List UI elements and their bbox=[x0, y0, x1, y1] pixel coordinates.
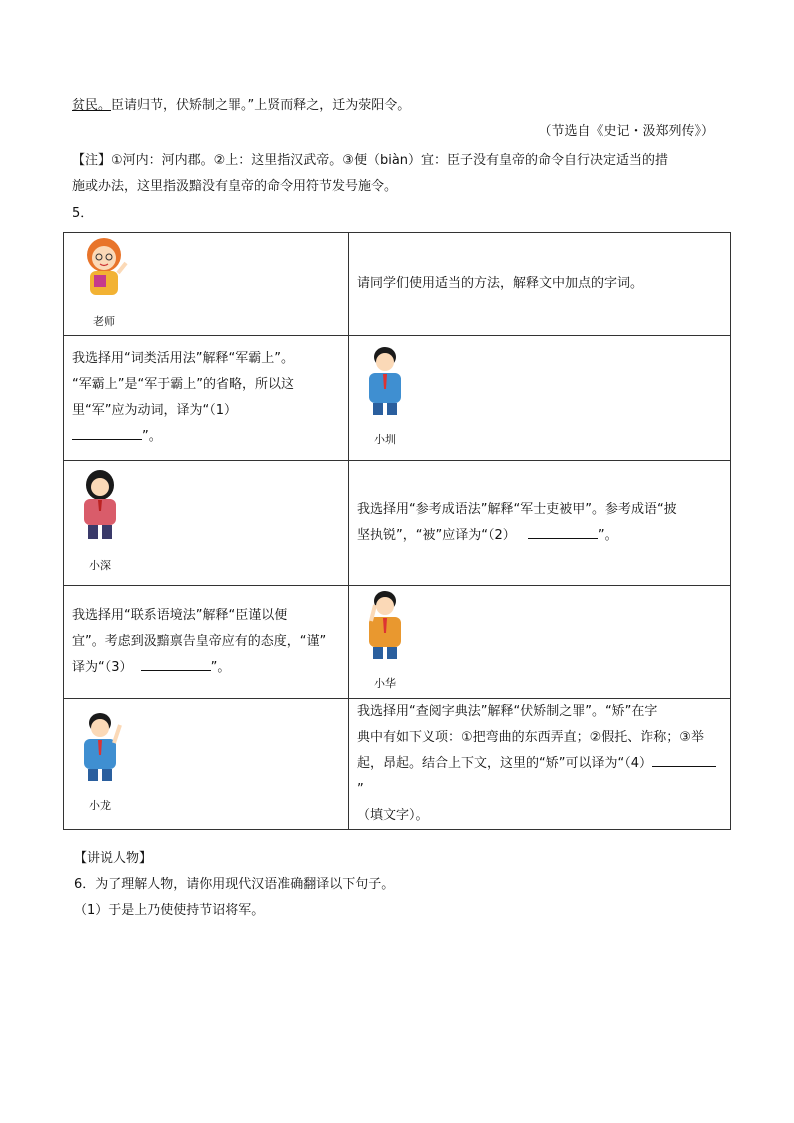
teacher-instruction: 请同学们使用适当的方法，解释文中加点的字词。 bbox=[357, 276, 644, 291]
table-row-xiaozhen bbox=[64, 336, 731, 461]
xiaohua-text-cell bbox=[64, 586, 349, 699]
question-6-1: （1）于是上乃使使持节诏将军。 bbox=[74, 903, 265, 918]
xiaolong-line-3 bbox=[357, 751, 722, 803]
xiaohua-line-3-text: 译为“（3） bbox=[72, 660, 133, 675]
girl-avatar-icon bbox=[72, 467, 128, 541]
xiaolong-line-1: 我选择用“查阅字典法”解释“伏矫制之罪”。“矫”在字 bbox=[357, 704, 658, 719]
xiaozhen-text-cell bbox=[64, 336, 349, 461]
answer-blank-3[interactable] bbox=[141, 656, 211, 671]
xiaohua-figure-cell bbox=[349, 586, 731, 699]
xiaoshen-label: 小深 bbox=[89, 559, 111, 572]
xiaozhen-line-3: 里“军”应为动词，译为“（1） bbox=[72, 403, 237, 418]
table-row-xiaoshen bbox=[64, 461, 731, 586]
xiaolong-figure bbox=[72, 709, 128, 819]
note-line-1: 【注】①河内：河内郡。②上：这里指汉武帝。③便（biàn）宜：臣子没有皇帝的命令自行决定适当的措 bbox=[72, 153, 669, 168]
xiaoshen-figure bbox=[72, 467, 128, 579]
answer-blank-4[interactable] bbox=[652, 752, 716, 767]
teacher-text-cell bbox=[349, 233, 731, 336]
question-5-number: 5． bbox=[72, 206, 94, 221]
xiaoshen-text-cell bbox=[349, 461, 731, 586]
xiaozhen-label: 小圳 bbox=[374, 433, 396, 446]
boy-thinking-avatar-icon bbox=[357, 587, 413, 659]
xiaozhen-figure bbox=[357, 343, 413, 453]
xiaohua-label: 小华 bbox=[374, 677, 396, 690]
teacher-avatar-icon bbox=[72, 233, 136, 297]
xiaozhen-line-4-text: ”。 bbox=[142, 429, 162, 444]
teacher-figure-cell bbox=[64, 233, 349, 336]
xiaohua-line-1: 我选择用“联系语境法”解释“臣谨以便 bbox=[72, 608, 288, 623]
xiaolong-line-2: 典中有如下义项：①把弯曲的东西弄直；②假托、诈称；③举 bbox=[357, 730, 704, 745]
xiaohua-line-3-end: ”。 bbox=[210, 660, 231, 675]
answer-blank-2[interactable] bbox=[528, 524, 598, 539]
xiaoshen-line-1: 我选择用“参考成语法”解释“军士吏被甲”。参考成语“披 bbox=[357, 502, 677, 517]
note-line-2: 施或办法，这里指汲黯没有皇帝的命令用符节发号施令。 bbox=[72, 179, 398, 194]
xiaoshen-line-2-end: ”。 bbox=[597, 528, 618, 543]
answer-blank-1[interactable] bbox=[72, 425, 142, 440]
question-5-table bbox=[63, 232, 731, 830]
passage-line-1-text: 臣请归节，伏矫制之罪。”上贤而释之，迁为荥阳令。 bbox=[111, 98, 411, 113]
passage-line-1 bbox=[72, 96, 410, 116]
xiaolong-figure-cell bbox=[64, 699, 349, 830]
teacher-label: 老师 bbox=[93, 315, 115, 328]
boy-waving-avatar-icon bbox=[72, 709, 128, 781]
xiaozhen-figure-cell bbox=[349, 336, 731, 461]
boy-avatar-icon bbox=[357, 343, 413, 415]
table-row-xiaolong bbox=[64, 699, 731, 830]
xiaolong-label: 小龙 bbox=[89, 799, 111, 812]
xiaoshen-figure-cell bbox=[64, 461, 349, 586]
xiaohua-figure bbox=[357, 587, 413, 697]
xiaolong-text-cell bbox=[349, 699, 731, 830]
xiaozhen-line-1: 我选择用“词类活用法”解释“军霸上”。 bbox=[72, 351, 294, 366]
xiaozhen-line-4 bbox=[72, 424, 340, 450]
xiaozhen-line-2: “军霸上”是“军于霸上”的省略，所以这 bbox=[72, 377, 294, 392]
xiaohua-line-2: 宜”。考虑到汲黯禀告皇帝应有的态度，“谨” bbox=[72, 634, 327, 649]
xiaolong-line-4: （填文字）。 bbox=[357, 808, 429, 823]
table-row-xiaohua bbox=[64, 586, 731, 699]
passage-source: （节选自《史记・汲郑列传》） bbox=[538, 124, 714, 139]
xiaoshen-line-2 bbox=[357, 523, 722, 549]
teacher-figure bbox=[72, 233, 136, 335]
xiaohua-line-3 bbox=[72, 655, 340, 681]
table-row-teacher bbox=[64, 233, 731, 336]
xiaoshen-line-2-text: 坚执锐”，“被”应译为“（2） bbox=[357, 528, 516, 543]
question-6: 6．为了理解人物，请你用现代汉语准确翻译以下句子。 bbox=[74, 877, 395, 892]
section-heading: 【讲说人物】 bbox=[74, 851, 153, 866]
xiaolong-line-3-end: ” bbox=[357, 782, 364, 797]
xiaolong-line-3-text: 起，昂起。结合上下文，这里的“矫”可以译为“（4） bbox=[357, 756, 652, 771]
passage-underlined-word: 贫民。 bbox=[72, 98, 112, 113]
